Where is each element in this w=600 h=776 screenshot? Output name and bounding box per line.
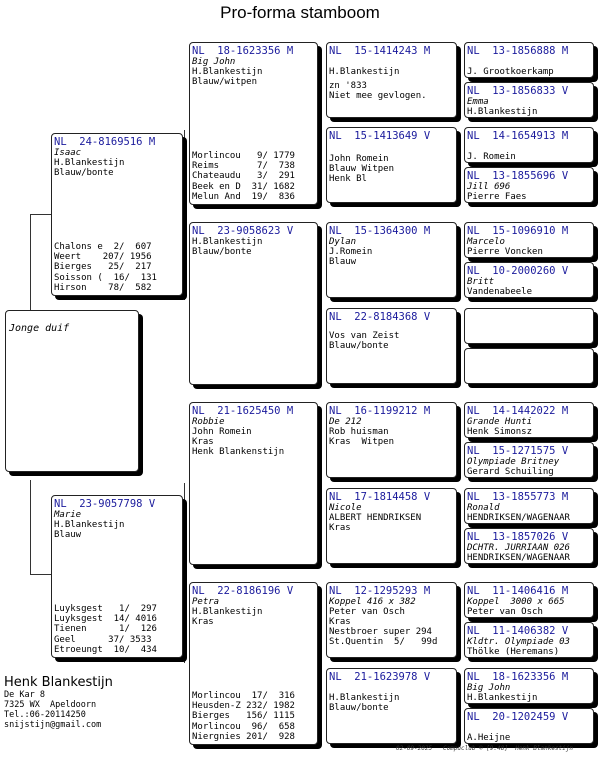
breeder: HENDRIKSEN/WAGENAAR (467, 513, 570, 523)
ring-number: NL 13-1855696 V (467, 170, 569, 182)
pedigree-card-dam[interactable] (51, 495, 183, 658)
pedigree-card-gggp[interactable] (464, 582, 594, 618)
ring-number: NL 16-1199212 M (329, 405, 431, 417)
note: Nestbroer super 294 (329, 627, 432, 637)
pigeon-name: De 212 (329, 417, 362, 427)
results: Morlincou 9/ 1779 Reims 7/ 738 Chateaudu 3/ 291 Beek en D 31/ 1682 Melun And 19/ 836 (192, 150, 295, 202)
note: Henk Bl (329, 174, 367, 184)
pigeon-name: Isaac (54, 148, 82, 158)
pigeon-name: Marcelo (467, 237, 505, 247)
ring-number: NL 13-1857026 V (467, 531, 569, 543)
pedigree-card-grandsire-2[interactable] (189, 402, 318, 565)
ring-number: NL 24-8169516 M (54, 136, 156, 148)
breeder: Peter van Osch (467, 607, 543, 617)
pigeon-name: Olympiade Britney (467, 457, 560, 467)
breeder: HENDRIKSEN/WAGENAAR (467, 553, 570, 563)
breeder: Pierre Voncken (467, 247, 543, 257)
ring-number: NL 13-1856888 M (467, 45, 569, 57)
pedigree-card-sire[interactable] (51, 133, 183, 296)
pedigree-card-gggp[interactable] (464, 528, 594, 564)
ring-number: NL 13-1855773 M (467, 491, 569, 503)
breeder: Vos van Zeist (329, 331, 400, 341)
breeder: J. Romein (467, 152, 516, 162)
ring-number: NL 21-1623978 V (329, 671, 431, 683)
pedigree-card-grandsire[interactable] (189, 42, 318, 205)
results: Morlincou 17/ 316 Heusden-Z 232/ 1982 Bierges 156/ 1115 Morlincou 96/ 658 Niergnies 201/ 928 (192, 690, 295, 742)
pedigree-card-gggp[interactable] (464, 488, 594, 524)
pedigree-card-gggp[interactable] (464, 402, 594, 438)
pigeon-name: Grande Hunti (467, 417, 533, 427)
pedigree-card-ggp[interactable] (326, 127, 457, 203)
breeder: H.Blankestijn (329, 67, 400, 77)
pedigree-card-gggp[interactable] (464, 42, 594, 78)
owner-info (4, 675, 113, 730)
breeder: Thölke (Heremans) (467, 647, 560, 657)
note: St.Quentin 5/ 99d (329, 637, 438, 647)
note: Henk Blankenstijn (192, 447, 285, 457)
pedigree-card-granddam[interactable] (189, 222, 318, 385)
pedigree-card-gggp[interactable] (464, 442, 594, 478)
color: Blauw (54, 530, 82, 540)
pedigree-card-gggp[interactable] (464, 308, 594, 344)
color: Kras (192, 437, 214, 447)
breeder: H.Blankestijn (54, 520, 125, 530)
breeder: J.Romein (329, 247, 373, 257)
color: Kras (329, 523, 351, 533)
pigeon-name: Jill 696 (467, 182, 511, 192)
pedigree-card-ggp[interactable] (326, 582, 457, 658)
ring-number: NL 18-1623356 M (467, 671, 569, 683)
pigeon-name: Koppel 3000 x 665 (467, 597, 565, 607)
pigeon-name: Dylan (329, 237, 357, 247)
pedigree-card-gggp[interactable] (464, 222, 594, 258)
results: Chalons e 2/ 607 Weert 207/ 1956 Bierges 25/ 217 Soisson ( 16/ 131 Hirson 78/ 582 (54, 241, 157, 293)
breeder: H.Blankestijn (467, 693, 538, 703)
breeder: Pierre Faes (467, 192, 527, 202)
color: Kras Witpen (329, 437, 395, 447)
pigeon-name: Britt (467, 277, 495, 287)
pedigree-card-gggp[interactable] (464, 348, 594, 384)
pigeon-name: Koppel 416 x 382 (329, 597, 416, 607)
breeder: H.Blankestijn (54, 158, 125, 168)
note: zn '833 (329, 81, 367, 91)
breeder: H.Blankestijn (192, 237, 263, 247)
ring-number: NL 15-1096910 M (467, 225, 569, 237)
pigeon-name: Marie (54, 510, 82, 520)
ring-number: NL 23-9057798 V (54, 498, 156, 510)
ring-number: NL 22-8186196 V (192, 585, 294, 597)
pigeon-name (465, 723, 593, 733)
ring-number: NL 11-1406382 V (467, 625, 569, 637)
breeder: ALBERT HENDRIKSEN (329, 513, 422, 523)
pedigree-card-gggp[interactable] (464, 127, 594, 163)
pigeon-name: DCHTR. JURRIAAN 026 (467, 543, 570, 553)
pigeon-name: Petra (192, 597, 220, 607)
ring-number: NL 11-1406416 M (467, 585, 569, 597)
pigeon-name: Big John (192, 57, 236, 67)
breeder: H.Blankestijn (329, 693, 400, 703)
color: Blauw/bonte (329, 341, 389, 351)
subject-label: Jonge duif (9, 323, 70, 334)
note: Niet mee gevlogen. (329, 91, 427, 101)
breeder: H.Blankestijn (467, 107, 538, 117)
subject-box[interactable] (5, 310, 139, 472)
color: Blauw/bonte (54, 168, 114, 178)
breeder: A.Heijne (467, 733, 511, 743)
ring-number: NL 20-1202459 V (467, 711, 569, 723)
pedigree-card-ggp[interactable] (326, 488, 457, 564)
breeder: Peter van Osch (329, 607, 405, 617)
pedigree-card-ggp[interactable] (326, 402, 457, 478)
breeder: Vandenabeele (467, 287, 533, 297)
pigeon-name (465, 311, 593, 321)
ring-number: NL 14-1442022 M (467, 405, 569, 417)
pigeon-name: Robbie (192, 417, 225, 427)
breeder: John Romein (192, 427, 252, 437)
ring-number: NL 15-1364300 M (329, 225, 431, 237)
pedigree-card-gggp[interactable] (464, 167, 594, 203)
color: Kras (329, 617, 351, 627)
ring-number: NL 22-8184368 V (329, 311, 431, 323)
ring-number: NL 15-1414243 M (329, 45, 431, 57)
ring-number: NL 13-1856833 V (467, 85, 569, 97)
breeder: John Romein (329, 154, 389, 164)
pigeon-name: Big John (467, 683, 511, 693)
pigeon-name (465, 57, 593, 67)
color: Blauw Witpen (329, 164, 395, 174)
pedigree-card-gggp[interactable] (464, 708, 594, 744)
pedigree-card-gggp[interactable] (464, 82, 594, 118)
ring-number: NL 14-1654913 M (467, 130, 569, 142)
pigeon-name: Emma (467, 97, 489, 107)
footer-text: 02-09-2025 Compuclub © [9.48] Henk Blankestijn (396, 745, 574, 752)
pedigree-card-gggp[interactable] (464, 668, 594, 704)
pigeon-name: Ronald (467, 503, 500, 513)
breeder: Rob huisman (329, 427, 389, 437)
color: Blauw (329, 257, 357, 267)
ring-number: NL 10-2000260 V (467, 265, 569, 277)
owner-phone: Tel.:06-20114250 (4, 710, 86, 720)
color: Blauw/bonte (192, 247, 252, 257)
ring-number: NL 15-1413649 V (329, 130, 431, 142)
pigeon-name: Kldtr. Olympiade 03 (467, 637, 570, 647)
color: Blauw/bonte (329, 703, 389, 713)
ring-number: NL 18-1623356 M (192, 45, 294, 57)
pigeon-name: Nicole (329, 503, 362, 513)
pedigree-card-gggp[interactable] (464, 622, 594, 658)
pigeon-name (465, 351, 593, 361)
pedigree-card-ggp[interactable] (326, 308, 457, 384)
owner-email[interactable]: snijstijn@gmail.com (4, 720, 102, 730)
page-title: Pro-forma stamboom (220, 3, 380, 22)
breeder: Gerard Schuiling (467, 467, 554, 477)
ring-number: NL 17-1814458 V (329, 491, 431, 503)
owner-address-2: 7325 WX Apeldoorn (4, 700, 97, 710)
owner-address-1: De Kar 8 (4, 690, 45, 700)
pedigree-card-granddam-2[interactable] (189, 582, 318, 745)
pigeon-name (465, 142, 593, 152)
color: Kras (192, 617, 214, 627)
ring-number: NL 21-1625450 M (192, 405, 294, 417)
pedigree-card-ggp[interactable] (326, 42, 457, 118)
ring-number: NL 15-1271575 V (467, 445, 569, 457)
breeder: H.Blankestijn (192, 607, 263, 617)
breeder: Henk Simonsz (467, 427, 533, 437)
owner-name: Henk Blankestijn (4, 675, 113, 690)
results: Luyksgest 1/ 297 Luyksgest 14/ 4016 Tienen 1/ 126 Geel 37/ 3533 Etroeungt 10/ 434 (54, 603, 157, 655)
pedigree-card-ggp[interactable] (326, 222, 457, 298)
ring-number: NL 12-1295293 M (329, 585, 431, 597)
pedigree-card-gggp[interactable] (464, 262, 594, 298)
breeder: J. Grootkoerkamp (467, 67, 554, 77)
pedigree-card-ggp[interactable] (326, 668, 457, 744)
breeder: H.Blankestijn (192, 67, 263, 77)
color: Blauw/witpen (192, 77, 258, 87)
ring-number: NL 23-9058623 V (192, 225, 294, 237)
